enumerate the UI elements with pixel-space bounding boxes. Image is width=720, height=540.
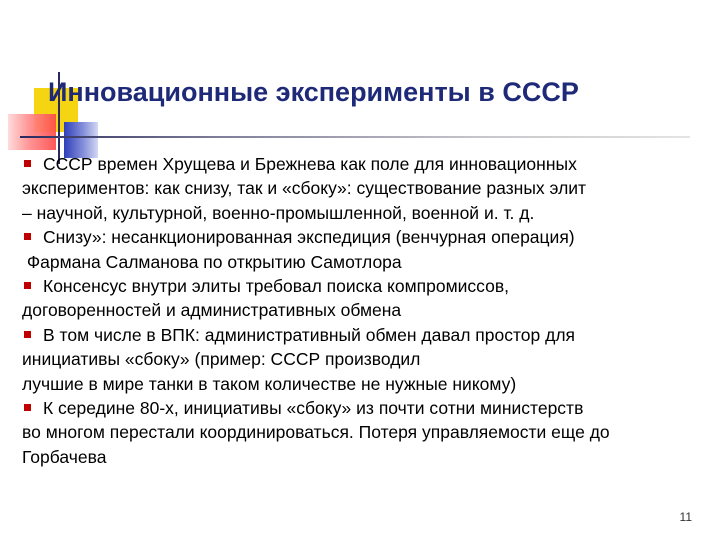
page-number: 11 <box>679 510 692 524</box>
bullet-line: Горбачева <box>22 446 107 467</box>
bullet-line: К середине 80-х, инициативы «сбоку» из почти сотни министерств <box>22 396 712 420</box>
bullet-line: В том числе в ВПК: административный обмен давал простор для <box>22 323 712 347</box>
bullet-line: во многом перестали координироваться. Потеря управляемости еще до <box>22 422 610 443</box>
red-square-decoration <box>8 114 56 150</box>
bullet-line: инициативы «сбоку» (пример: СССР производил <box>22 349 421 370</box>
bullet-item-3 <box>22 274 712 323</box>
bullet-item-2 <box>22 225 712 274</box>
slide-body <box>22 152 712 469</box>
bullet-item-1 <box>22 152 712 225</box>
bullet-line: экспериментов: как снизу, так и «сбоку»: существование разных элит <box>22 178 587 199</box>
bullet-square-icon <box>24 331 31 338</box>
bullet-square-icon <box>24 160 31 167</box>
title-underline <box>20 136 690 138</box>
bullet-item-4 <box>22 323 712 396</box>
bullet-item-5 <box>22 396 712 469</box>
bullet-square-icon <box>24 282 31 289</box>
bullet-line: Фармана Салманова по открытию Самотлора <box>22 251 402 272</box>
bullet-line: – научной, культурной, военно-промышленной, военной и. т. д. <box>22 202 535 223</box>
bullet-line: СССР времен Хрущева и Брежнева как поле для инновационных <box>22 152 712 176</box>
bullet-square-icon <box>24 233 31 240</box>
bullet-line: Снизу»: несанкционированная экспедиция (венчурная операция) <box>22 225 712 249</box>
slide-title: Инновационные эксперименты в СССР <box>48 77 579 107</box>
bullet-line: договоренностей и административных обмена <box>22 300 402 321</box>
bullet-line: Консенсус внутри элиты требовал поиска компромиссов, <box>22 274 712 298</box>
bullet-line: лучшие в мире танки в таком количестве не нужные никому) <box>22 373 517 394</box>
bullet-square-icon <box>24 404 31 411</box>
